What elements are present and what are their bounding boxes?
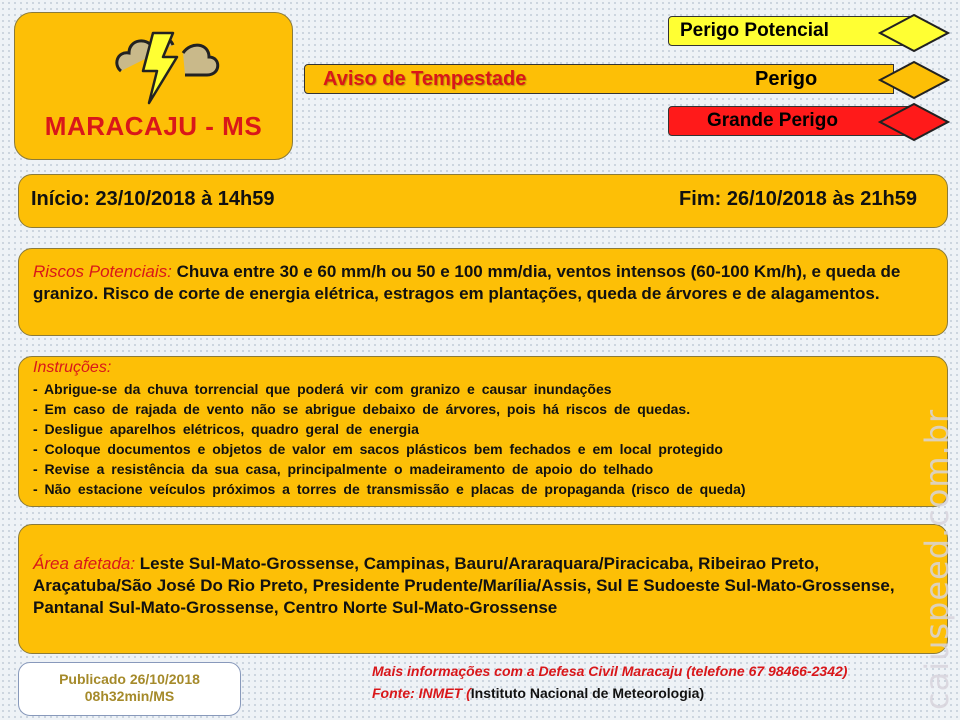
instruction-item: - Em caso de rajada de vento não se abrigue debaixo de árvores, pois há riscos de quedas.	[33, 401, 691, 417]
instructions-list	[33, 379, 933, 499]
watermark: caiuspeed.com.br	[918, 408, 956, 710]
start-date: Início: 23/10/2018 à 14h59	[31, 188, 275, 210]
instruction-item: - Revise a resistência da sua casa, principalmente o madeiramento de apoio do telhado	[33, 461, 654, 477]
instruction-item: - Desligue aparelhos elétricos, quadro geral de energia	[33, 421, 419, 437]
warning-title: Aviso de Tempestade	[323, 68, 527, 90]
area-text: Leste Sul-Mato-Grossense, Campinas, Bauru/Araraquara/Piracicaba, Ribeirao Preto, Araçatuba/São José Do Rio Preto, Presidente Prudente/Marília/Assis, Sul E Sudoeste Sul-Mato-Grossense, Pantanal Sul-Mato-Grossense, Centro Norte Sul-Mato-Grossense	[33, 554, 895, 617]
published-time: 08h32min/MS	[84, 688, 175, 704]
level-perigo-label: Perigo	[755, 68, 818, 90]
city-name: MARACAJU - MS	[44, 111, 263, 141]
instruction-item: - Coloque documentos e objetos de valor em sacos plásticos bem fechados e em local protegido	[33, 441, 723, 457]
diamond-icon	[878, 13, 950, 53]
risks-text: Chuva entre 30 e 60 mm/h ou 50 e 100 mm/dia, ventos intensos (60-100 Km/h), e queda de granizo. Risco de corte de energia elétrica, estragos em plantações, queda de árvores e de alagamentos.	[33, 262, 901, 303]
affected-area-panel	[18, 524, 948, 654]
diamond-icon	[878, 102, 950, 142]
source-text: Instituto Nacional de Meteorologia)	[470, 685, 705, 701]
more-info-text: Mais informações com a Defesa Civil Maracaju (telefone 67 98466-2342)	[372, 663, 848, 679]
instructions-panel	[18, 356, 948, 507]
source-label: Fonte: INMET (	[372, 685, 471, 701]
period-panel	[18, 174, 948, 228]
area-label: Área afetada:	[33, 554, 136, 573]
level-perigo-potencial-label: Perigo Potencial	[680, 20, 829, 41]
source-line	[372, 682, 704, 704]
area-text-block	[33, 553, 917, 619]
diamond-icon	[878, 60, 950, 100]
warning-bar	[304, 64, 894, 94]
end-date: Fim: 26/10/2018 às 21h59	[679, 188, 917, 210]
published-date: Publicado 26/10/2018	[59, 671, 200, 687]
instruction-item: - Não estacione veículos próximos a torres de transmissão e placas de propaganda (risco de queda)	[33, 481, 746, 497]
risks-panel	[18, 248, 948, 336]
thunderstorm-icon	[113, 27, 223, 107]
risks-text-block	[33, 261, 931, 305]
risks-label: Riscos Potenciais:	[33, 262, 172, 281]
level-grande-perigo-label: Grande Perigo	[707, 110, 838, 131]
instructions-title: Instruções:	[33, 359, 112, 376]
published-badge	[18, 662, 241, 716]
instruction-item: - Abrigue-se da chuva torrencial que poderá vir com granizo e causar inundações	[33, 381, 612, 397]
city-panel	[14, 12, 293, 160]
